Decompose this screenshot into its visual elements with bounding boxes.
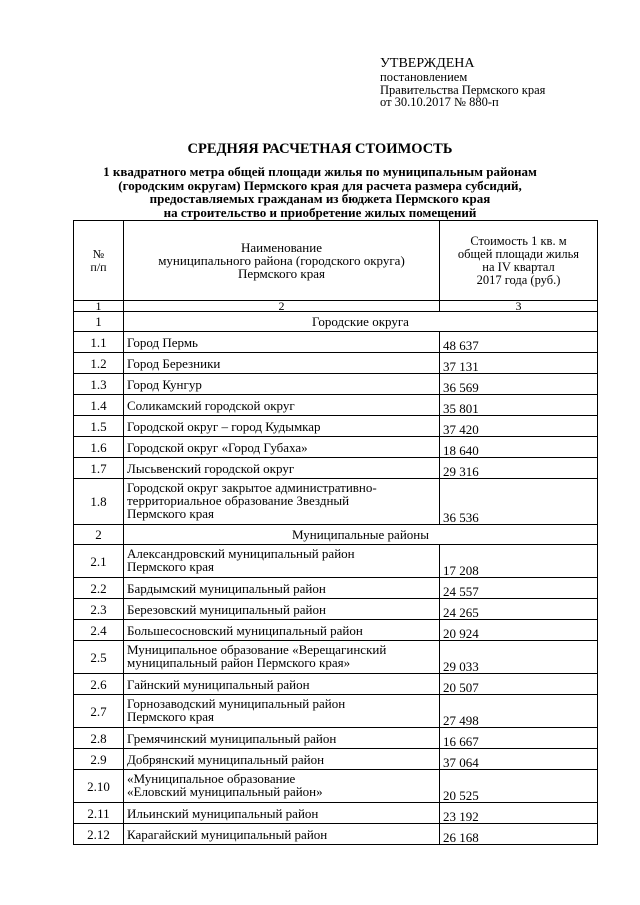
- row-value: 17 208: [440, 545, 598, 578]
- row-name: Городской округ «Город Губаха»: [124, 437, 440, 458]
- table-row: [74, 749, 598, 770]
- table-row: [74, 578, 598, 599]
- row-name: [124, 695, 440, 728]
- row-number: 2.6: [74, 674, 124, 695]
- row-value: 29 316: [440, 458, 598, 479]
- table-row: [74, 437, 598, 458]
- section-name: Городские округа: [124, 312, 598, 332]
- row-value: 36 569: [440, 374, 598, 395]
- row-value: 24 265: [440, 599, 598, 620]
- header-number: [74, 221, 124, 301]
- row-name: Гремячинский муниципальный район: [124, 728, 440, 749]
- row-number: 2.7: [74, 695, 124, 728]
- row-number: 1.2: [74, 353, 124, 374]
- column-index-row: [74, 301, 598, 312]
- row-name-line: муниципальный район Пермского края»: [127, 655, 351, 670]
- row-number: 2.3: [74, 599, 124, 620]
- subtitle-line: на строительство и приобретение жилых помещений: [163, 204, 477, 220]
- row-name: Гайнский муниципальный район: [124, 674, 440, 695]
- row-number: 2.11: [74, 803, 124, 824]
- row-number: 2.5: [74, 641, 124, 674]
- row-number: 2.2: [74, 578, 124, 599]
- approval-heading: УТВЕРЖДЕНА: [380, 56, 475, 71]
- table-row: [74, 374, 598, 395]
- row-value: 20 924: [440, 620, 598, 641]
- row-name-line: Пермского края: [127, 506, 214, 521]
- row-value: 20 525: [440, 770, 598, 803]
- row-name: [124, 479, 440, 525]
- cost-table: [73, 220, 598, 845]
- row-name-line: Пермского края: [127, 559, 214, 574]
- row-name: [124, 641, 440, 674]
- table-row: [74, 479, 598, 525]
- row-name: Добрянский муниципальный район: [124, 749, 440, 770]
- header-cost: [440, 221, 598, 301]
- header-name-line: муниципального района (городского округа): [158, 253, 405, 268]
- row-number: 1.1: [74, 332, 124, 353]
- table-header-row: [74, 221, 598, 301]
- table-row: [74, 332, 598, 353]
- section-row: [74, 312, 598, 332]
- row-value: 37 064: [440, 749, 598, 770]
- row-name: Город Березники: [124, 353, 440, 374]
- row-name: [124, 770, 440, 803]
- header-number-label: п/п: [90, 259, 107, 274]
- table-row: [74, 824, 598, 845]
- table-row: [74, 641, 598, 674]
- row-value: 37 131: [440, 353, 598, 374]
- row-name-line: Муниципальное образование «Верещагинский: [127, 642, 387, 657]
- row-number: 1.8: [74, 479, 124, 525]
- row-name: Большесосновский муниципальный район: [124, 620, 440, 641]
- column-index: 3: [440, 301, 598, 312]
- approval-line: Правительства Пермского края: [380, 82, 546, 97]
- approval-line: постановлением: [380, 70, 468, 84]
- row-name: Город Кунгур: [124, 374, 440, 395]
- header-cost-line: на IV квартал: [482, 259, 555, 274]
- subtitle-line: 1 квадратного метра общей площади жилья по муниципальным районам: [103, 164, 537, 179]
- header-name-line: Пермского края: [238, 266, 325, 281]
- row-name-line: «Еловский муниципальный район»: [127, 784, 323, 799]
- row-name-line: «Муниципальное образование: [127, 771, 296, 786]
- section-row: [74, 525, 598, 545]
- column-index: 2: [124, 301, 440, 312]
- subtitle-line: предоставляемых гражданам из бюджета Пермского края: [149, 191, 491, 206]
- row-number: 2.1: [74, 545, 124, 578]
- subtitle-line: (городским округам) Пермского края для расчета размера субсидий,: [118, 177, 522, 193]
- section-name: Муниципальные районы: [124, 525, 598, 545]
- row-value: 37 420: [440, 416, 598, 437]
- table-row: [74, 620, 598, 641]
- row-name: Городской округ – город Кудымкар: [124, 416, 440, 437]
- header-cost-line: Стоимость 1 кв. м: [470, 233, 567, 248]
- row-name: Лысьвенский городской округ: [124, 458, 440, 479]
- row-name-line: Горнозаводский муниципальный район: [127, 696, 346, 711]
- row-number: 2.8: [74, 728, 124, 749]
- row-name: Ильинский муниципальный район: [124, 803, 440, 824]
- table-row: [74, 674, 598, 695]
- row-name-line: территориальное образование Звездный: [127, 493, 350, 508]
- table-row: [74, 803, 598, 824]
- row-value: 24 557: [440, 578, 598, 599]
- table-row: [74, 458, 598, 479]
- table-row: [74, 416, 598, 437]
- row-name-line: Александровский муниципальный район: [127, 546, 355, 561]
- column-index: 1: [74, 301, 124, 312]
- section-number: 1: [74, 312, 124, 332]
- row-number: 1.7: [74, 458, 124, 479]
- header-name: [124, 221, 440, 301]
- row-number: 2.12: [74, 824, 124, 845]
- table-row: [74, 770, 598, 803]
- table-row: [74, 395, 598, 416]
- table-row: [74, 599, 598, 620]
- row-name: Соликамский городской округ: [124, 395, 440, 416]
- row-value: 20 507: [440, 674, 598, 695]
- title-main: СРЕДНЯЯ РАСЧЕТНАЯ СТОИМОСТЬ: [187, 141, 453, 157]
- title-subtitle: [0, 165, 640, 219]
- row-name-line: Пермского края: [127, 709, 214, 724]
- approval-stamp: [380, 56, 545, 109]
- row-value: 16 667: [440, 728, 598, 749]
- row-name: [124, 545, 440, 578]
- row-number: 1.5: [74, 416, 124, 437]
- header-cost-line: общей площади жилья: [457, 246, 580, 261]
- row-value: 36 536: [440, 479, 598, 525]
- header-cost-line: 2017 года (руб.): [476, 272, 561, 287]
- row-name-line: Городской округ закрытое административно-: [127, 480, 377, 495]
- table-row: [74, 695, 598, 728]
- table-row: [74, 353, 598, 374]
- row-value: 27 498: [440, 695, 598, 728]
- row-name: Бардымский муниципальный район: [124, 578, 440, 599]
- row-value: 23 192: [440, 803, 598, 824]
- approval-date: от 30.10.2017 № 880-п: [380, 95, 499, 109]
- row-number: 2.10: [74, 770, 124, 803]
- row-number: 2.9: [74, 749, 124, 770]
- header-name-line: Наименование: [241, 240, 322, 255]
- row-number: 1.3: [74, 374, 124, 395]
- row-name: Березовский муниципальный район: [124, 599, 440, 620]
- row-name: Карагайский муниципальный район: [124, 824, 440, 845]
- row-value: 48 637: [440, 332, 598, 353]
- table-row: [74, 728, 598, 749]
- row-number: 2.4: [74, 620, 124, 641]
- row-value: 35 801: [440, 395, 598, 416]
- document-title: [0, 141, 640, 219]
- row-name: Город Пермь: [124, 332, 440, 353]
- section-number: 2: [74, 525, 124, 545]
- table-row: [74, 545, 598, 578]
- row-number: 1.6: [74, 437, 124, 458]
- header-number-symbol: №: [92, 246, 105, 261]
- row-value: 26 168: [440, 824, 598, 845]
- row-value: 29 033: [440, 641, 598, 674]
- row-number: 1.4: [74, 395, 124, 416]
- row-value: 18 640: [440, 437, 598, 458]
